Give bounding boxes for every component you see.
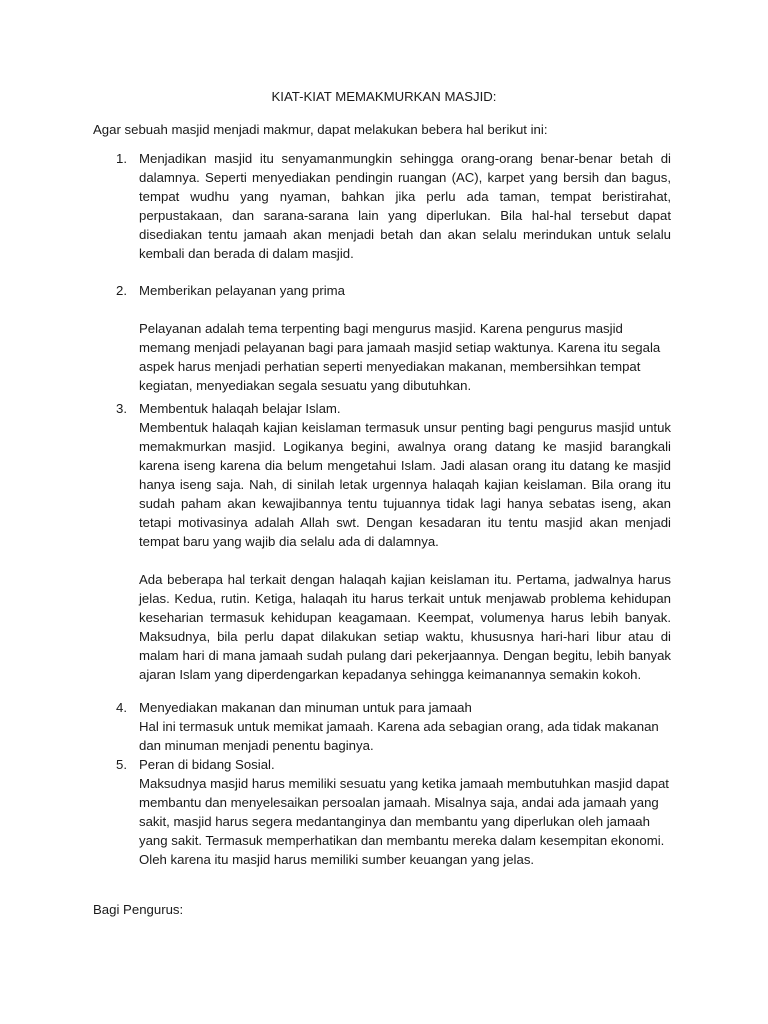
list-item-paragraph: Pelayanan adalah tema terpenting bagi mengurus masjid. Karena pengurus masjid memang menjadi pelayanan bagi para jamaah masjid setiap waktunya. Karena itu segala aspek harus menjadi perhatian seperti menyediakan makanan, membersihkan tempat kegiatan, menyediakan segala sesuatu yang dibutuhkan. bbox=[139, 321, 661, 393]
list-item-paragraph: Membentuk halaqah kajian keislaman termasuk unsur penting bagi pengurus masjid untuk memakmurkan masjid. Logikanya begini, awalnya orang datang ke masjid barangkali karena iseng karena dia belum mengetahui Islam. Jadi alasan orang itu datang ke masjid hanya iseng saja. Nah, di sinilah letak urgennya halaqah kajian keislaman. Bila orang itu sudah paham akan kewajibannya tentu tujuannya tidak lagi hanya sebatas iseng, akan tetapi motivasinya adalah Allah swt. Dengan kesadaran itu tentu masjid akan menjadi tempat baru yang wajib dia selalu ada di dalamnya. bbox=[139, 420, 671, 549]
list-item-heading: Peran di bidang Sosial. bbox=[139, 757, 275, 772]
list-item-body bbox=[139, 755, 671, 869]
list-item-paragraph: Maksudnya masjid harus memiliki sesuatu yang ketika jamaah membutuhkan masjid dapat membantu dan menyelesaikan persoalan jamaah. Misalnya saja, andai ada jamaah yang sakit, masjid harus segera medantanginya dan membantu yang diperlukan oleh jamaah yang sakit. Termasuk memperhatikan dan membantu mereka dalam kesempitan ekonomi. Oleh karena itu masjid harus memiliki sumber keuangan yang jelas. bbox=[139, 776, 669, 867]
list-item-paragraph-2: Ada beberapa hal terkait dengan halaqah kajian keislaman itu. Pertama, jadwalnya harus jelas. Kedua, rutin. Ketiga, halaqah itu harus terkait untuk menjawab problema kehidupan keseharian termasuk kehidupan keagamaan. Keempat, volumenya harus lebih banyak. Maksudnya, bila perlu dapat dilakukan setiap waktu, khususnya hari-hari libur atau di malam hari di mana jamaah sudah pulang dari pekerjaannya. Dengan begitu, lebih banyak ajaran Islam yang diperdengarkan kepadanya sehingga keimanannya semakin kokoh. bbox=[139, 572, 671, 682]
footer-heading: Bagi Pengurus: bbox=[93, 902, 184, 917]
list-item-body bbox=[139, 281, 671, 395]
list-item-body bbox=[139, 698, 671, 755]
list-item-heading: Menyediakan makanan dan minuman untuk para jamaah bbox=[139, 700, 472, 715]
intro-text: Agar sebuah masjid menjadi makmur, dapat melakukan bebera hal berikut ini: bbox=[93, 122, 548, 137]
list-item-body bbox=[139, 399, 671, 684]
list-number: 2. bbox=[116, 283, 127, 298]
list-item-heading: Memberikan pelayanan yang prima bbox=[139, 283, 345, 298]
list-number: 4. bbox=[116, 700, 127, 715]
list-item-paragraph: Hal ini termasuk untuk memikat jamaah. Karena ada sebagian orang, ada tidak makanan dan minuman menjadi penentu baginya. bbox=[139, 719, 659, 753]
list-item-text: Menjadikan masjid itu senyamanmungkin sehingga orang-orang benar-benar betah di dalamnya. Seperti menyediakan pendingin ruangan (AC), karpet yang bersih dan bagus, tempat wudhu yang nyaman, bahkan jika perlu ada taman, tempat beristirahat, perpustakaan, dan sarana-sarana lain yang diperlukan. Bila hal-hal tersebut dapat disediakan tentu jamaah akan menjadi betah dan akan selalu merindukan untuk selalu kembali dan berada di dalam masjid. bbox=[139, 151, 671, 261]
list-number: 5. bbox=[116, 757, 127, 772]
list-number: 1. bbox=[116, 151, 127, 166]
list-item-heading: Membentuk halaqah belajar Islam. bbox=[139, 401, 341, 416]
document-title: KIAT-KIAT MEMAKMURKAN MASJID: bbox=[271, 89, 497, 104]
list-number: 3. bbox=[116, 401, 127, 416]
